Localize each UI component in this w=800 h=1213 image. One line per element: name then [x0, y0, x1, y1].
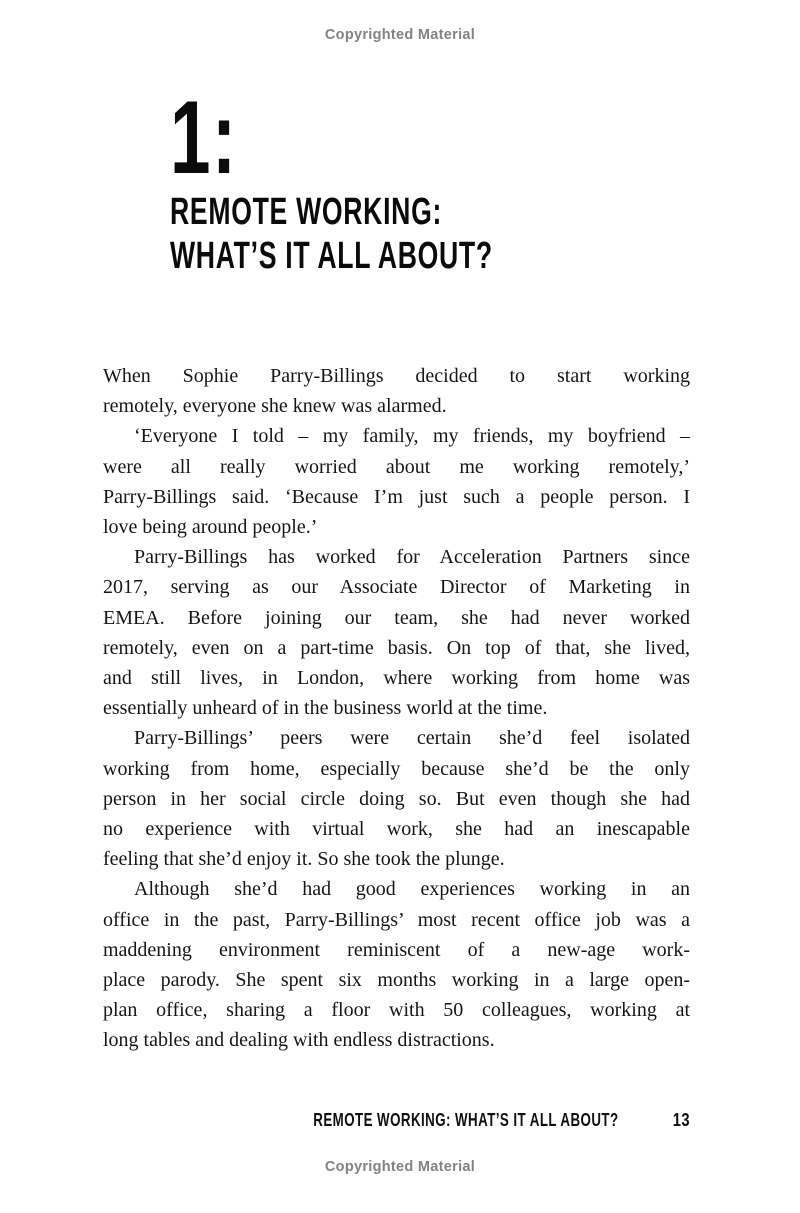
text-line: When Sophie Parry-Billings decided to start working — [103, 365, 690, 387]
text-line: Parry-Billings said. ‘Because I’m just such a people person. I — [103, 485, 690, 508]
text-line: ‘Everyone I told – my family, my friends, my boyfriend – — [134, 425, 690, 448]
copyright-notice-bottom: Copyrighted Material — [324, 1159, 476, 1175]
text-line: no experience with virtual work, she had an inescapable — [103, 818, 690, 841]
chapter-number: 1: — [170, 80, 238, 196]
page-number: 13 — [672, 1110, 690, 1130]
text-line: Although she’d had good experiences working in an — [134, 878, 690, 901]
text-line: office in the past, Parry-Billings’ most recent office job was a — [103, 908, 690, 931]
chapter-title-line-1: REMOTE WORKING: — [170, 191, 443, 233]
text-line: place parody. She spent six months working in a large open- — [103, 969, 690, 992]
text-line: 2017, serving as our Associate Director of Marketing in — [103, 576, 690, 599]
page-footer — [103, 1110, 690, 1131]
text-line: feeling that she’d enjoy it. So she took the plunge. — [103, 848, 505, 871]
paragraph — [103, 421, 690, 542]
text-line: Parry-Billings has worked for Acceleration Partners since — [134, 546, 690, 569]
paragraph — [103, 361, 690, 421]
text-line: remotely, everyone she knew was alarmed. — [103, 395, 447, 418]
text-line: remotely, even on a part-time basis. On top of that, she lived, — [103, 636, 690, 659]
text-line: essentially unheard of in the business world at the time. — [103, 697, 548, 720]
paragraph — [103, 542, 690, 723]
text-line: working from home, especially because she’d be the only — [103, 757, 690, 780]
body-text — [103, 361, 690, 1056]
text-line: maddening environment reminiscent of a new-age work- — [103, 938, 690, 961]
text-line: EMEA. Before joining our team, she had never worked — [103, 606, 690, 629]
text-line: love being around people.’ — [103, 516, 318, 539]
text-line: Parry-Billings’ peers were certain she’d feel isolated — [134, 727, 690, 750]
paragraph — [103, 874, 690, 1055]
chapter-title — [170, 190, 631, 278]
text-line: long tables and dealing with endless distractions. — [103, 1029, 495, 1052]
chapter-title-line-2: WHAT’S IT ALL ABOUT? — [170, 235, 493, 277]
running-head: REMOTE WORKING: WHAT’S IT ALL ABOUT? — [313, 1110, 619, 1130]
text-line: person in her social circle doing so. But even though she had — [103, 787, 690, 810]
text-line: plan office, sharing a floor with 50 colleagues, working at — [103, 999, 690, 1022]
text-line: were all really worried about me working remotely,’ — [103, 455, 690, 478]
copyright-notice-top: Copyrighted Material — [324, 27, 476, 43]
text-line: and still lives, in London, where working from home was — [103, 667, 690, 690]
paragraph — [103, 723, 690, 874]
